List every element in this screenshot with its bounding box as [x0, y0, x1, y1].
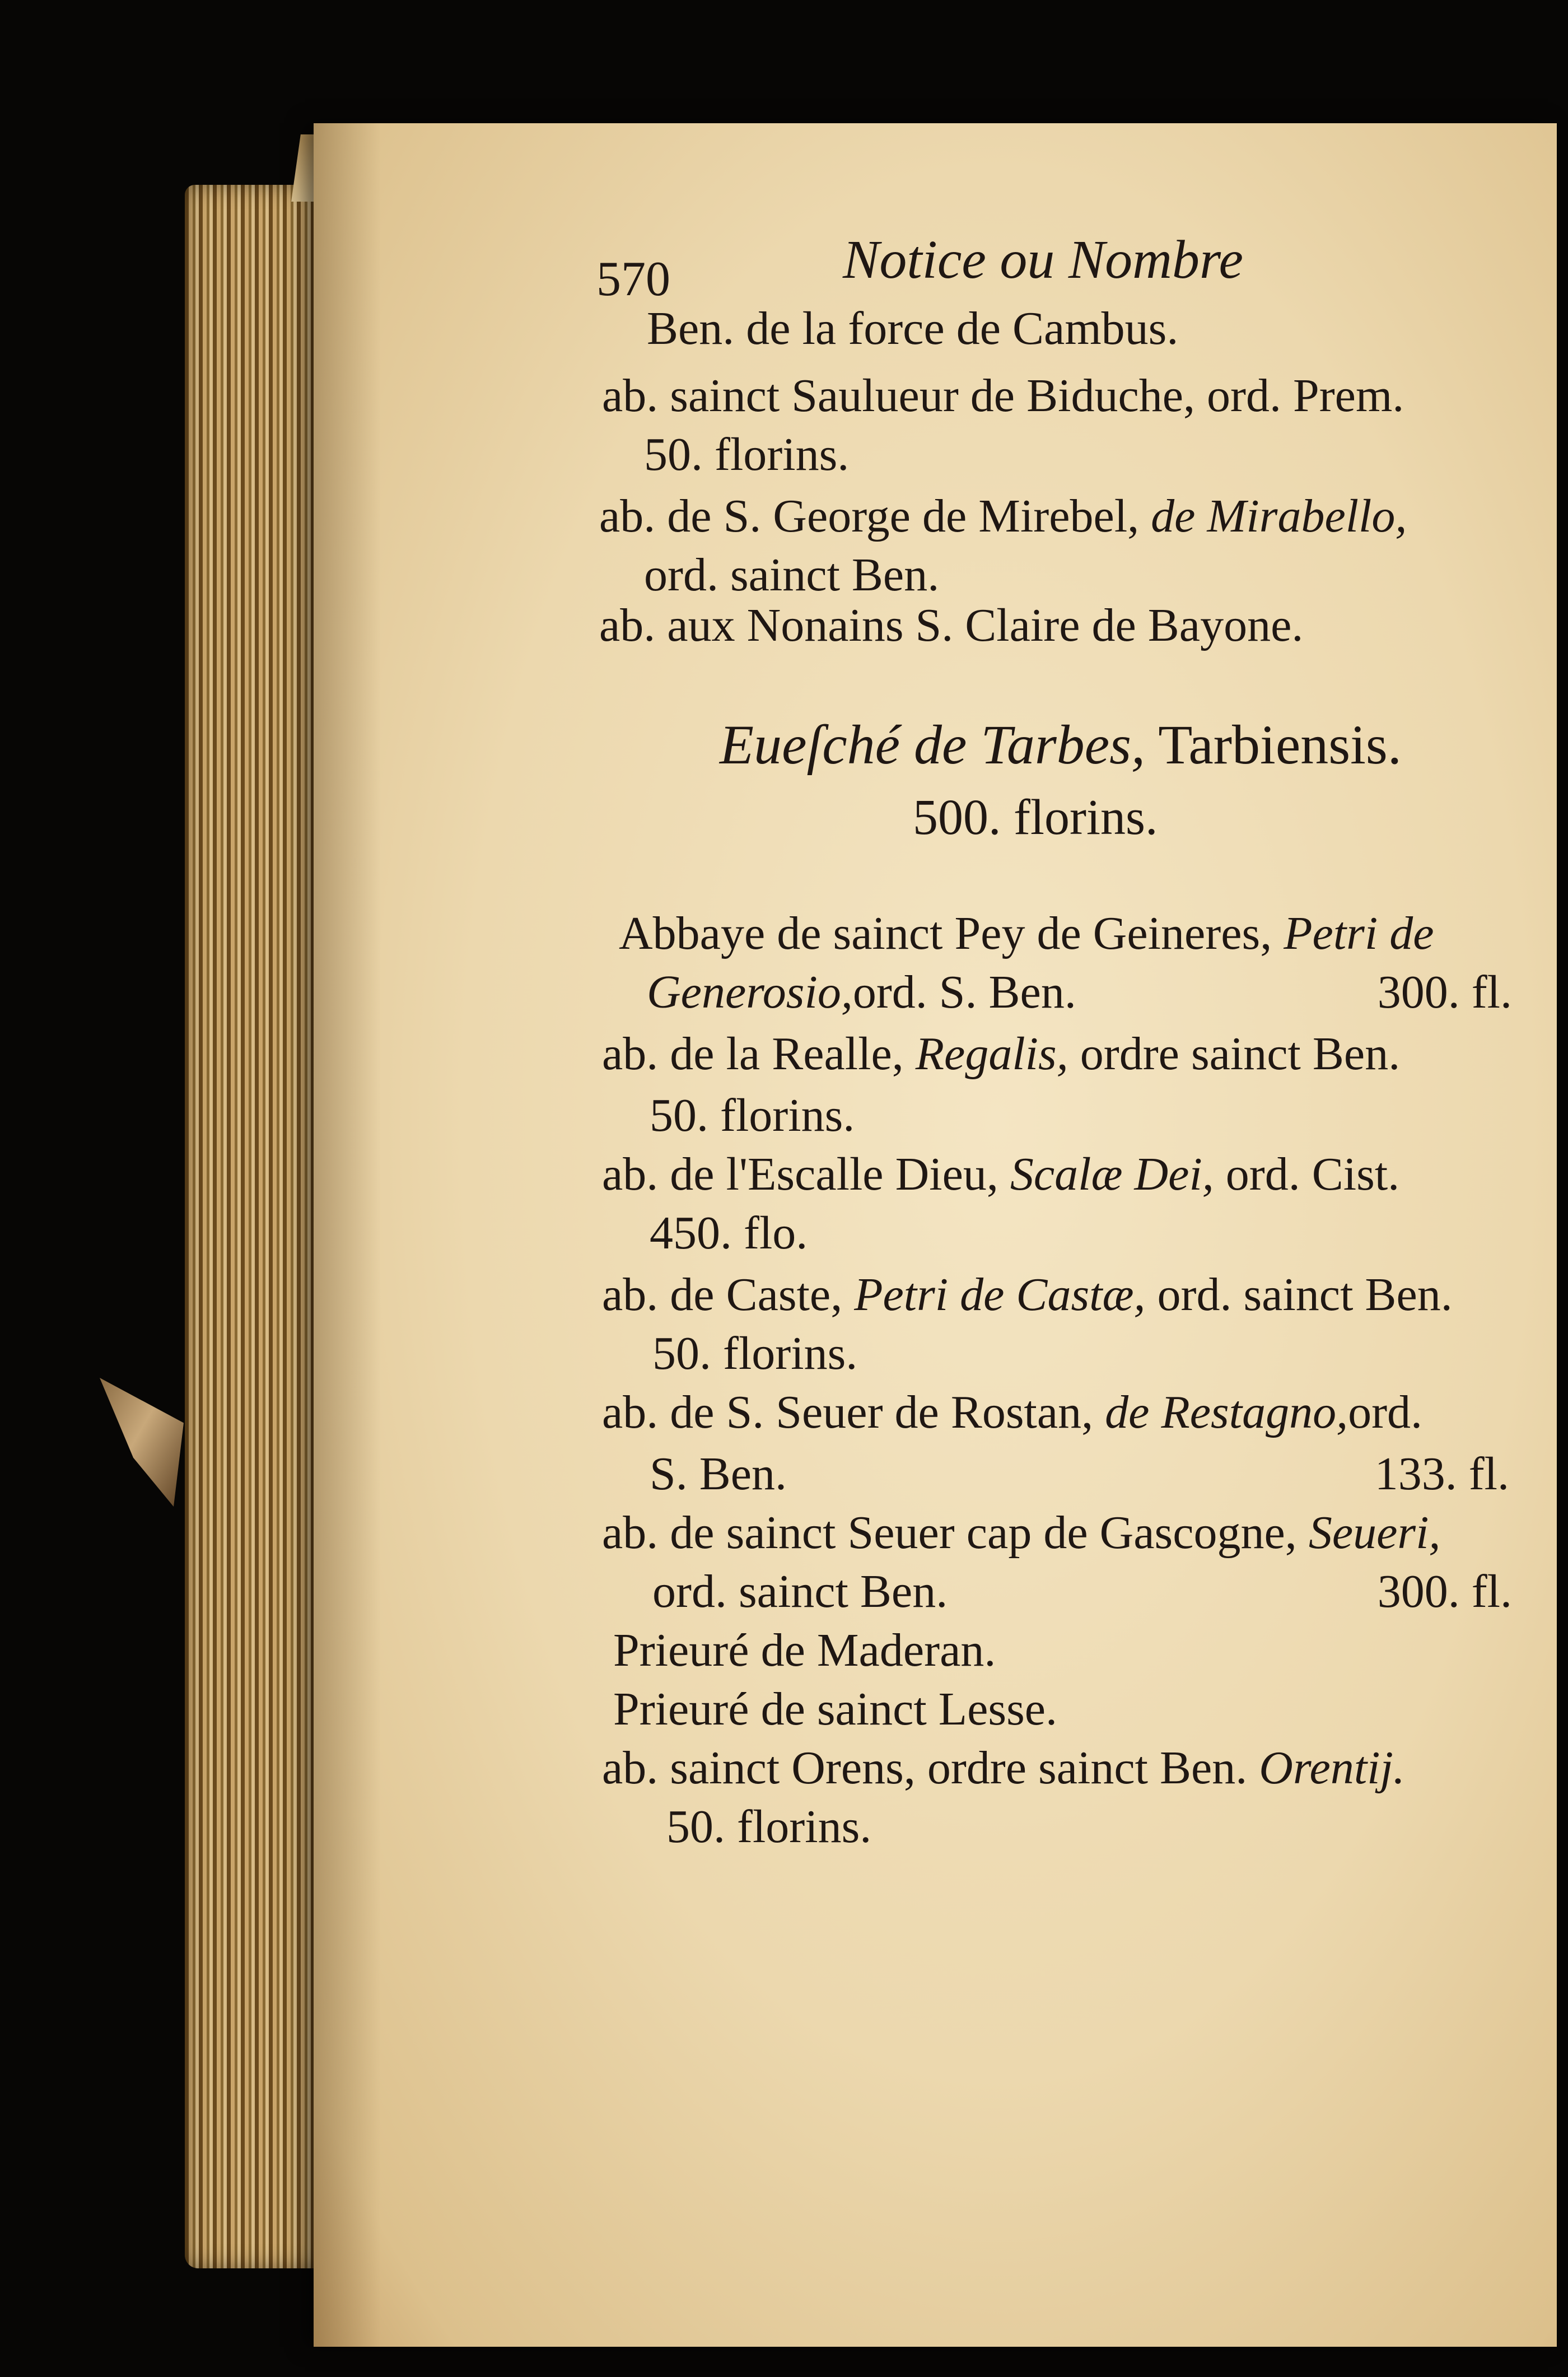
- entry-line: [647, 302, 1179, 355]
- gutter-shadow: [314, 123, 381, 2347]
- entry-text: [599, 599, 1303, 651]
- latin-name: Eueſché de Tarbes,: [720, 714, 1146, 776]
- entry-line: [602, 1028, 1401, 1080]
- entry-segment: Tarbiensis.: [1145, 714, 1402, 776]
- entry-text: [602, 1742, 1405, 1794]
- florin-amount: 300. fl.: [1377, 966, 1512, 1018]
- entry-text: [644, 549, 939, 601]
- entry-segment: ord. sainct Ben.: [644, 549, 940, 601]
- entry-line: [650, 1207, 808, 1259]
- entry-segment: ordre sainct Ben.: [1068, 1028, 1401, 1080]
- entry-text: [602, 1028, 1400, 1080]
- section-heading: [720, 714, 1402, 776]
- entry-text: [652, 1327, 857, 1379]
- entry-text: [602, 1269, 1453, 1321]
- florin-amount: 300. fl.: [1377, 1565, 1512, 1618]
- entry-text: [650, 1448, 787, 1500]
- entry-text: [644, 428, 849, 481]
- entry-text: [913, 790, 1158, 845]
- entry-text: [650, 1207, 808, 1259]
- entry-line: [652, 1565, 1512, 1618]
- latin-name: Petri de: [1284, 907, 1434, 959]
- entry-segment: 50. florins.: [644, 428, 850, 481]
- bookmark-ribbon: [100, 1378, 184, 1507]
- entry-segment: 50. florins.: [652, 1327, 858, 1379]
- entry-segment: ord. sainct Ben.: [1145, 1269, 1453, 1321]
- book-spine: [185, 185, 330, 2268]
- entry-segment: ord. S. Ben.: [852, 966, 1076, 1018]
- entry-line: [650, 1448, 1509, 1500]
- entry-text: [602, 1507, 1440, 1559]
- entry-line: [599, 599, 1304, 651]
- entry-segment: ab. de S. Seuer de Rostan,: [602, 1386, 1105, 1438]
- latin-name: Regalis,: [915, 1028, 1068, 1080]
- latin-name: de Mirabello,: [1151, 490, 1407, 542]
- entry-segment: 50. florins.: [650, 1089, 855, 1141]
- entry-line: [602, 1507, 1441, 1559]
- entry-segment: ab. de l'Escalle Dieu,: [602, 1148, 1010, 1200]
- entry-segment: Prieuré de sainct Lesse.: [613, 1683, 1058, 1735]
- page-number: 570: [596, 252, 670, 306]
- latin-name: Seueri,: [1308, 1507, 1441, 1559]
- florin-amount: 133. fl.: [1374, 1448, 1509, 1500]
- running-head: Notice ou Nombre: [843, 230, 1243, 290]
- entry-line: [613, 1683, 1058, 1735]
- section-amount: [913, 790, 1158, 845]
- latin-name: Scalæ Dei,: [1010, 1148, 1214, 1200]
- entry-line: [650, 1089, 855, 1141]
- entry-segment: ab. de sainct Seuer cap de Gascogne,: [602, 1507, 1309, 1559]
- entry-segment: 500. florins.: [913, 790, 1158, 845]
- entry-text: [666, 1801, 871, 1853]
- entry-segment: ord. Cist.: [1214, 1148, 1400, 1200]
- entry-line: [644, 428, 850, 481]
- entry-line: [652, 1327, 858, 1379]
- entry-text: [602, 1148, 1399, 1200]
- entry-text: [602, 1386, 1422, 1438]
- entry-segment: ab. de la Realle,: [602, 1028, 916, 1080]
- entry-segment: ord. sainct Ben.: [652, 1565, 948, 1618]
- entry-line: [602, 1148, 1400, 1200]
- entry-segment: ab. sainct Orens, ordre sainct Ben.: [602, 1742, 1259, 1794]
- entry-segment: 450. flo.: [650, 1207, 808, 1259]
- latin-name: Generosio,: [647, 966, 853, 1018]
- entry-text: [652, 1565, 948, 1618]
- entry-text: [650, 1089, 855, 1141]
- entry-segment: ab. de Caste,: [602, 1269, 855, 1321]
- entry-segment: Ben. de la force de Cambus.: [647, 302, 1179, 355]
- entry-line: [613, 1624, 996, 1676]
- entry-segment: ab. aux Nonains S. Claire de Bayone.: [599, 599, 1304, 651]
- entry-segment: ord.: [1348, 1386, 1423, 1438]
- entry-segment: ab. sainct Saulueur de Biduche, ord. Prem.: [602, 370, 1404, 422]
- entry-line: [619, 907, 1434, 959]
- entry-text: [647, 966, 1076, 1018]
- entry-text: [647, 302, 1178, 355]
- entry-text: [599, 490, 1407, 542]
- entry-line: [602, 1742, 1405, 1794]
- entry-text: [619, 907, 1434, 959]
- entry-segment: Prieuré de Maderan.: [613, 1624, 996, 1676]
- entry-text: [720, 714, 1402, 776]
- entry-line: [602, 372, 1404, 420]
- entry-segment: 50. florins.: [666, 1801, 872, 1853]
- latin-name: de Restagno,: [1105, 1386, 1348, 1438]
- latin-name: Orentij.: [1259, 1742, 1405, 1794]
- entry-segment: ab. de S. George de Mirebel,: [599, 490, 1151, 542]
- entry-text: [602, 370, 1404, 422]
- entry-segment: S. Ben.: [650, 1448, 787, 1500]
- entry-line: [602, 1269, 1453, 1321]
- entry-line: [666, 1803, 871, 1851]
- entry-line: [599, 490, 1407, 542]
- entry-segment: Abbaye de sainct Pey de Geineres,: [619, 907, 1284, 959]
- entry-line: [602, 1386, 1423, 1438]
- entry-line: [644, 549, 940, 601]
- entry-text: [613, 1683, 1057, 1735]
- latin-name: Petri de Castæ,: [854, 1269, 1146, 1321]
- page-surface: [314, 123, 1557, 2347]
- entry-line: [647, 966, 1512, 1018]
- entry-text: [613, 1624, 996, 1676]
